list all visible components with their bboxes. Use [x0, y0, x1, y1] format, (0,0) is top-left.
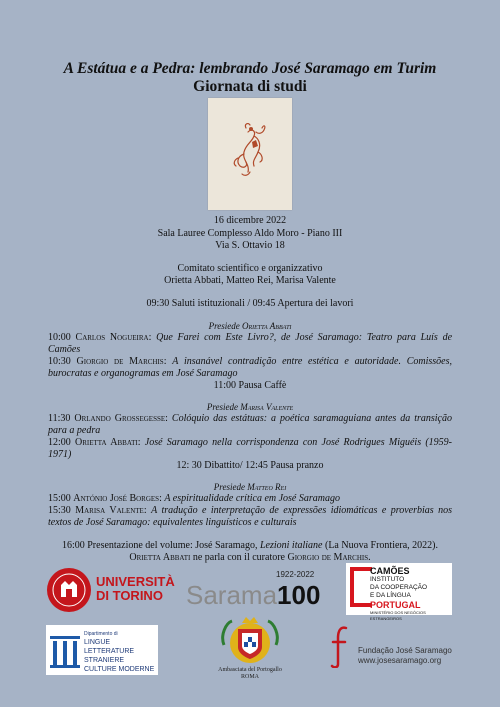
opening-line: 09:30 Saluti istituzionali / 09:45 Apertura dei lavori: [146, 298, 354, 309]
unito-seal-icon: [46, 567, 92, 613]
coffee-break: 11:00 Pausa Caffè: [213, 380, 287, 391]
event-address: Via S. Ottavio 18: [215, 240, 285, 251]
event-date: 16 dicembre 2022: [213, 215, 287, 226]
fundacao-saramago-logo: Fundação José Saramago www.josesaramago.org: [330, 622, 470, 674]
sketch-illustration: [208, 98, 292, 210]
session2-chair: Presiede Marisa Valente: [206, 402, 294, 412]
session1-chair: Presiede Orietta Abbati: [208, 321, 292, 331]
department-emblem-icon: [50, 632, 80, 668]
session3-talks: [48, 493, 452, 529]
committee-members: Orietta Abbati, Matteo Rei, Marisa Valente: [164, 275, 336, 286]
book-discussion: Orietta Abbati ne parla con il curatore Giorgio de Marchis.: [129, 552, 371, 563]
session1-talks: [48, 332, 452, 380]
talk-entry: 12:00 Orietta Abbati: José Saramago nella corrispondenza con José Rodrigues Miguéis (1959-1971): [48, 437, 452, 460]
committee-label: Comitato scientifico e organizzativo: [177, 263, 323, 274]
unito-logo: UNIVERSITÀ DI TORINO: [46, 565, 166, 615]
lunch-break: 12: 30 Dibattito/ 12:45 Pausa pranzo: [176, 460, 324, 471]
book-presentation: 16:00 Presentazione del volume: José Saramago, Lezioni italiane (La Nuova Frontiera, 2022).: [61, 540, 439, 551]
portugal-coat-of-arms-icon: [220, 615, 280, 667]
camoes-bracket-icon: [350, 567, 372, 607]
talk-entry: 15:30 Marisa Valente: A tradução e interpretação de expressões idiomáticas e proverbias nos textos de José Saramago: equivalentes linguísticos e culturais: [48, 505, 452, 528]
talk-entry: 10:30 Giorgio de Marchis: A insanável contradição entre estética e autoridade. Comissões, burocratas e organogramas em José Saramago: [48, 356, 453, 379]
department-logo: Dipartimento di LINGUE LETTERATURE STRANIERE CULTURE MODERNE: [46, 625, 158, 675]
talk-entry: 11:30 Orlando Grossegesse: Colóquio das estátuas: a poética saramaguiana antes da transição para a pedra: [48, 413, 452, 436]
talk-entry: 15:00 António José Borges: A espiritualidade crítica em José Saramago: [48, 493, 340, 504]
session3-chair: Presiede Matteo Rei: [213, 482, 287, 492]
fjs-f-icon: [330, 624, 352, 668]
event-title: A Estátua e a Pedra: lembrando José Saramago em Turim: [63, 60, 437, 77]
talk-entry: 10:00 Carlos Nogueira: Que Farei com Este Livro?, de José Saramago: Teatro para Luís de Camões: [48, 332, 453, 355]
session2-talks: [48, 413, 452, 461]
event-venue: Sala Lauree Complesso Aldo Moro - Piano III: [157, 228, 343, 239]
camoes-logo: CAMÕES INSTITUTO DA COOPERAÇÃO E DA LÍNGUA PORTUGAL MINISTÉRIO DOS NEGÓCIOS ESTRANGEIROS: [346, 563, 452, 615]
saramago100-logo: 1922-2022 Sarama100: [186, 570, 321, 610]
embassy-logo: Ambasciata del Portogallo ROMA: [200, 615, 300, 687]
event-subtitle: Giornata di studi: [193, 78, 307, 95]
